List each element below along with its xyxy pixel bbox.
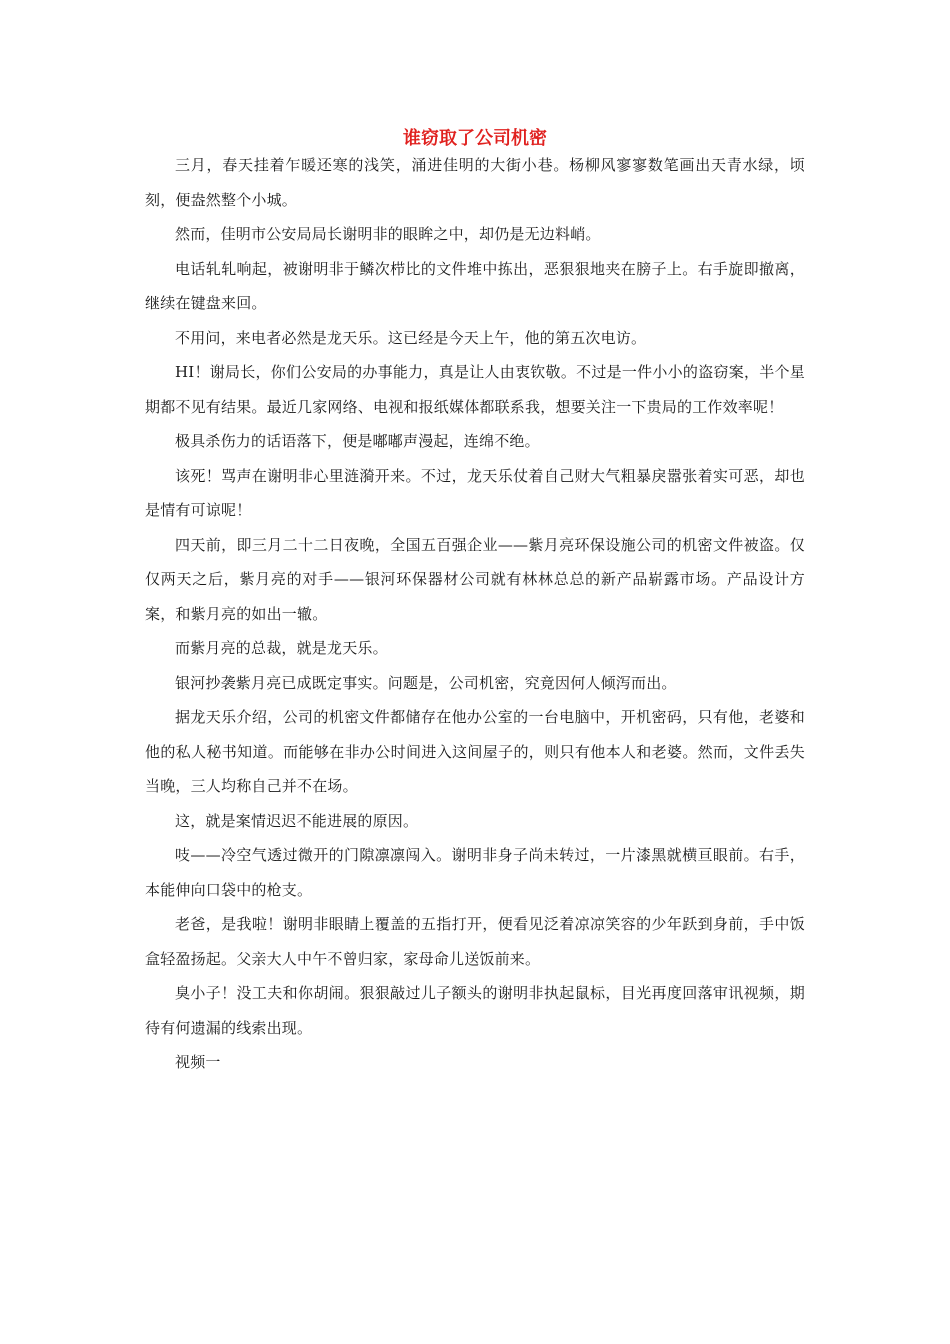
paragraph: 这，就是案情迟迟不能进展的原因。	[175, 811, 419, 830]
paragraph: 极具杀伤力的话语落下，便是嘟嘟声漫起，连绵不绝。	[175, 432, 540, 450]
paragraph: 据龙天乐介绍，公司的机密文件都储存在他办公室的一台电脑中，开机密码，只有他，老婆和他的私人秘书知道。而能够在非办公时间进入这间屋子的，则只有他本人和老婆。然而，文件丢失当晚，三人均称自己并不在场。	[145, 708, 805, 795]
paragraph: HI！谢局长，你们公安局的办事能力，真是让人由衷钦敬。不过是一件小小的盗窃案，半个星期都不见有结果。最近几家网络、电视和报纸媒体都联系我，想要关注一下贵局的工作效率呢！	[145, 363, 805, 416]
paragraph: 然而，佳明市公安局局长谢明非的眼眸之中，却仍是无边料峭。	[175, 225, 601, 243]
paragraph: 而紫月亮的总裁，就是龙天乐。	[175, 639, 388, 657]
paragraph: 不用问，来电者必然是龙天乐。这已经是今天上午，他的第五次电访。	[175, 328, 647, 347]
page-title: 谁窃取了公司机密	[403, 128, 547, 149]
paragraph: 银河抄袭紫月亮已成既定事实。问题是，公司机密，究竟因何人倾泻而出。	[175, 673, 677, 692]
paragraph: 三月，春天挂着乍暖还寒的浅笑，涌进佳明的大街小巷。杨柳风寥寥数笔画出天青水绿，顷刻，便盎然整个小城。	[145, 156, 805, 209]
paragraph: 臭小子！没工夫和你胡闹。狠狠敲过儿子额头的谢明非执起鼠标，目光再度回落审讯视频，期待有何遗漏的线索出现。	[145, 984, 805, 1037]
paragraph: 视频一	[175, 1053, 221, 1071]
paragraph: 老爸，是我啦！谢明非眼睛上覆盖的五指打开，便看见泛着凉凉笑容的少年跃到身前，手中饭盒轻盈扬起。父亲大人中午不曾归家，家母命儿送饭前来。	[145, 915, 805, 968]
paragraph: 四天前，即三月二十二日夜晚，全国五百强企业——紫月亮环保设施公司的机密文件被盗。仅仅两天之后，紫月亮的对手——银河环保器材公司就有林林总总的新产品崭露市场。产品设计方案，和紫月亮的如出一辙。	[145, 535, 805, 623]
paragraph: 电话轧轧响起，被谢明非于鳞次栉比的文件堆中拣出，恶狠狠地夹在膀子上。右手旋即撤离，继续在键盘来回。	[145, 259, 805, 312]
paragraph: 该死！骂声在谢明非心里涟漪开来。不过，龙天乐仗着自己财大气粗暴戾嚣张着实可恶，却也是情有可谅呢！	[145, 466, 805, 519]
paragraph: 吱——冷空气透过微开的门隙凛凛闯入。谢明非身子尚未转过，一片漆黑就横亘眼前。右手，本能伸向口袋中的枪支。	[145, 846, 805, 899]
article-body	[145, 148, 805, 1080]
